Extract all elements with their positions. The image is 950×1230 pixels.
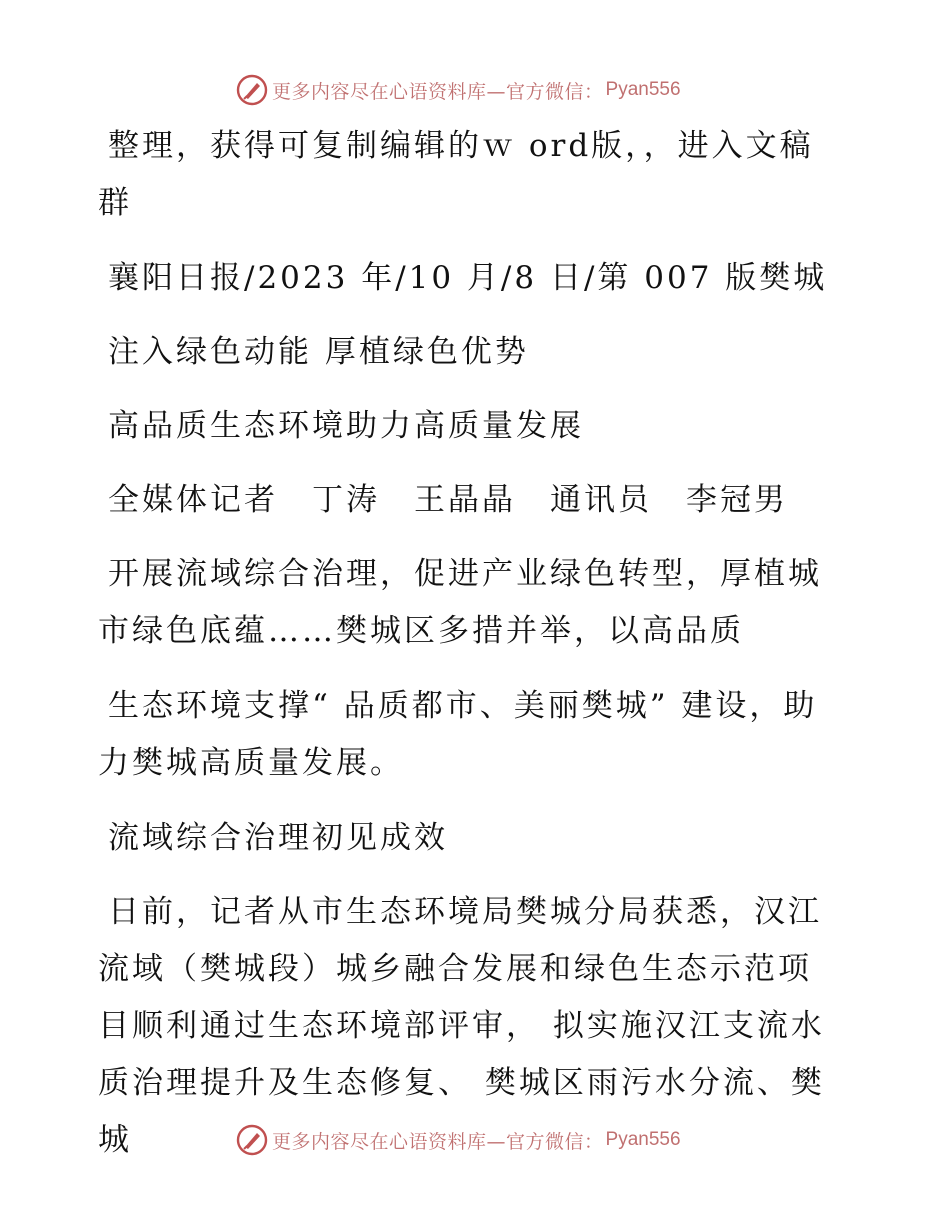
byline: 全媒体记者 丁涛 王晶晶 通讯员 李冠男 — [108, 482, 788, 518]
paragraph-source: 襄阳日报/2023 年/10 月/8 日/第 007 版樊城 — [108, 260, 828, 296]
paragraph-lead-continued: 生态环境支撑“ 品质都市、美丽樊城” 建设，助力樊城高质量发展。 — [98, 688, 818, 781]
watermark-text: 更多内容尽在心语资料库—官方微信： — [272, 1130, 604, 1153]
quill-logo-icon — [236, 1124, 268, 1156]
headline: 注入绿色动能 厚植绿色优势 — [108, 334, 529, 370]
watermark-header — [236, 72, 681, 108]
quill-logo-icon — [236, 74, 268, 106]
watermark-wechat-id: Pyan556 — [605, 79, 681, 100]
section-heading: 流域综合治理初见成效 — [108, 820, 448, 856]
watermark-footer — [236, 1122, 681, 1158]
paragraph-lead: 开展流域综合治理，促进产业绿色转型，厚植城市绿色底蕴……樊城区多措并举，以高品质 — [98, 556, 822, 649]
paragraph-body: 日前，记者从市生态环境局樊城分局获悉，汉江流域（樊城段）城乡融合发展和绿色生态示范项目顺利通过生态环境部评审， 拟实施汉江支流水质治理提升及生态修复、 樊城区雨污水分流、樊城 — [98, 894, 825, 1158]
watermark-wechat-id: Pyan556 — [605, 1129, 681, 1150]
subheadline: 高品质生态环境助力高质量发展 — [108, 408, 584, 444]
paragraph-intro: 整理，获得可复制编辑的ｗ ord版，，进入文稿群 — [98, 128, 814, 221]
watermark-text: 更多内容尽在心语资料库—官方微信： — [272, 80, 604, 103]
